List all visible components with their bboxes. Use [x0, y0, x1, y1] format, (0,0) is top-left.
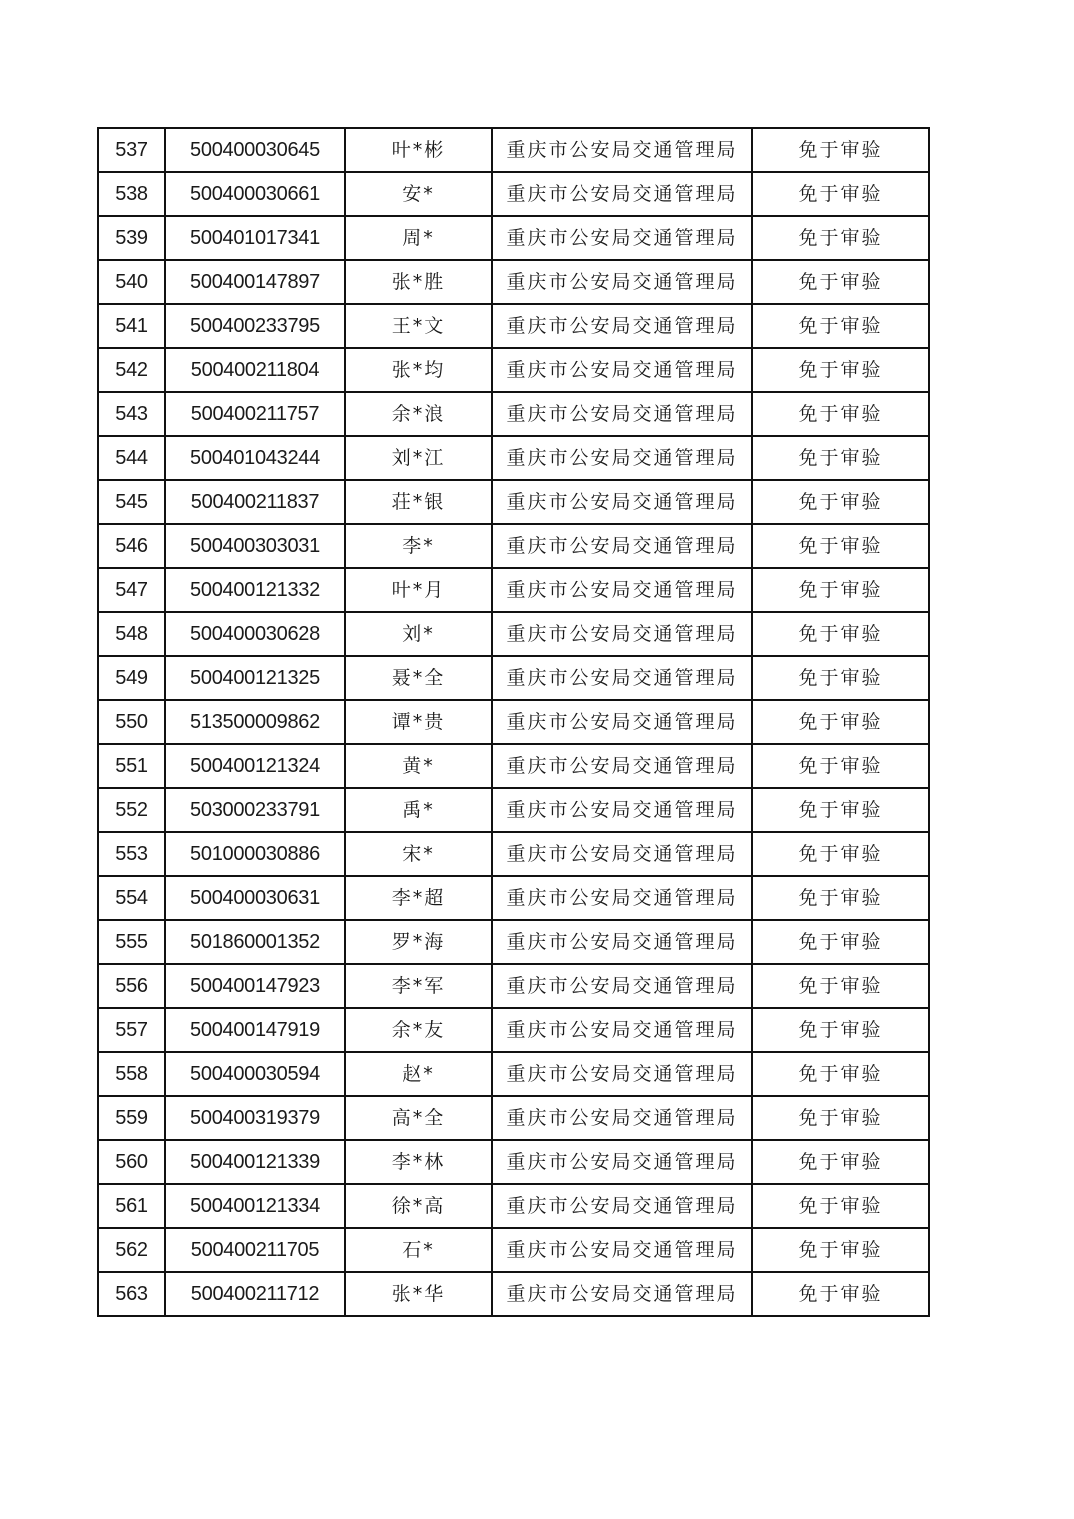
id-cell: 500400147923 [165, 964, 345, 1008]
id-cell: 500400121334 [165, 1184, 345, 1228]
authority-cell: 重庆市公安局交通管理局 [492, 744, 752, 788]
table-body [98, 128, 929, 1316]
seq-cell: 547 [98, 568, 165, 612]
result-cell: 免于审验 [752, 1228, 929, 1272]
result-cell: 免于审验 [752, 392, 929, 436]
result-cell: 免于审验 [752, 788, 929, 832]
id-cell: 500400147919 [165, 1008, 345, 1052]
authority-cell: 重庆市公安局交通管理局 [492, 480, 752, 524]
authority-cell: 重庆市公安局交通管理局 [492, 1184, 752, 1228]
result-cell: 免于审验 [752, 700, 929, 744]
table-row [98, 172, 929, 216]
authority-cell: 重庆市公安局交通管理局 [492, 568, 752, 612]
result-cell: 免于审验 [752, 1052, 929, 1096]
authority-cell: 重庆市公安局交通管理局 [492, 128, 752, 172]
authority-cell: 重庆市公安局交通管理局 [492, 1008, 752, 1052]
table-row [98, 436, 929, 480]
authority-cell: 重庆市公安局交通管理局 [492, 1140, 752, 1184]
table-row [98, 744, 929, 788]
name-cell: 刘*江 [345, 436, 492, 480]
seq-cell: 544 [98, 436, 165, 480]
table-row [98, 568, 929, 612]
table-row [98, 524, 929, 568]
result-cell: 免于审验 [752, 568, 929, 612]
authority-cell: 重庆市公安局交通管理局 [492, 964, 752, 1008]
authority-cell: 重庆市公安局交通管理局 [492, 392, 752, 436]
seq-cell: 552 [98, 788, 165, 832]
seq-cell: 555 [98, 920, 165, 964]
result-cell: 免于审验 [752, 172, 929, 216]
result-cell: 免于审验 [752, 436, 929, 480]
authority-cell: 重庆市公安局交通管理局 [492, 216, 752, 260]
name-cell: 余*浪 [345, 392, 492, 436]
seq-cell: 546 [98, 524, 165, 568]
id-cell: 500400030645 [165, 128, 345, 172]
seq-cell: 538 [98, 172, 165, 216]
name-cell: 李*超 [345, 876, 492, 920]
result-cell: 免于审验 [752, 260, 929, 304]
seq-cell: 556 [98, 964, 165, 1008]
seq-cell: 559 [98, 1096, 165, 1140]
authority-cell: 重庆市公安局交通管理局 [492, 1272, 752, 1316]
name-cell: 荘*银 [345, 480, 492, 524]
seq-cell: 551 [98, 744, 165, 788]
id-cell: 503000233791 [165, 788, 345, 832]
authority-cell: 重庆市公安局交通管理局 [492, 304, 752, 348]
table-row [98, 1052, 929, 1096]
name-cell: 高*全 [345, 1096, 492, 1140]
id-cell: 500400233795 [165, 304, 345, 348]
name-cell: 黄* [345, 744, 492, 788]
table-row [98, 1008, 929, 1052]
seq-cell: 554 [98, 876, 165, 920]
result-cell: 免于审验 [752, 1272, 929, 1316]
table-row [98, 832, 929, 876]
result-cell: 免于审验 [752, 744, 929, 788]
name-cell: 余*友 [345, 1008, 492, 1052]
id-cell: 500400121325 [165, 656, 345, 700]
authority-cell: 重庆市公安局交通管理局 [492, 656, 752, 700]
authority-cell: 重庆市公安局交通管理局 [492, 700, 752, 744]
result-cell: 免于审验 [752, 1008, 929, 1052]
name-cell: 宋* [345, 832, 492, 876]
seq-cell: 563 [98, 1272, 165, 1316]
id-cell: 500401017341 [165, 216, 345, 260]
authority-cell: 重庆市公安局交通管理局 [492, 832, 752, 876]
result-cell: 免于审验 [752, 1184, 929, 1228]
id-cell: 500400211757 [165, 392, 345, 436]
result-cell: 免于审验 [752, 876, 929, 920]
id-cell: 500400030628 [165, 612, 345, 656]
authority-cell: 重庆市公安局交通管理局 [492, 348, 752, 392]
name-cell: 刘* [345, 612, 492, 656]
authority-cell: 重庆市公安局交通管理局 [492, 1096, 752, 1140]
result-cell: 免于审验 [752, 348, 929, 392]
authority-cell: 重庆市公安局交通管理局 [492, 172, 752, 216]
authority-cell: 重庆市公安局交通管理局 [492, 920, 752, 964]
table-row [98, 612, 929, 656]
table-row [98, 1228, 929, 1272]
table-row [98, 656, 929, 700]
seq-cell: 539 [98, 216, 165, 260]
seq-cell: 550 [98, 700, 165, 744]
authority-cell: 重庆市公安局交通管理局 [492, 524, 752, 568]
seq-cell: 542 [98, 348, 165, 392]
result-cell: 免于审验 [752, 920, 929, 964]
name-cell: 周* [345, 216, 492, 260]
result-cell: 免于审验 [752, 524, 929, 568]
seq-cell: 561 [98, 1184, 165, 1228]
name-cell: 张*华 [345, 1272, 492, 1316]
result-cell: 免于审验 [752, 128, 929, 172]
table-row [98, 1096, 929, 1140]
id-cell: 500400121324 [165, 744, 345, 788]
id-cell: 501860001352 [165, 920, 345, 964]
seq-cell: 562 [98, 1228, 165, 1272]
id-cell: 500400030594 [165, 1052, 345, 1096]
name-cell: 石* [345, 1228, 492, 1272]
seq-cell: 558 [98, 1052, 165, 1096]
license-table [97, 127, 930, 1317]
result-cell: 免于审验 [752, 656, 929, 700]
table-row [98, 1140, 929, 1184]
name-cell: 叶*彬 [345, 128, 492, 172]
id-cell: 500400319379 [165, 1096, 345, 1140]
table-row [98, 1272, 929, 1316]
result-cell: 免于审验 [752, 964, 929, 1008]
table-row [98, 964, 929, 1008]
id-cell: 500400121339 [165, 1140, 345, 1184]
table-row [98, 128, 929, 172]
result-cell: 免于审验 [752, 216, 929, 260]
authority-cell: 重庆市公安局交通管理局 [492, 876, 752, 920]
seq-cell: 560 [98, 1140, 165, 1184]
seq-cell: 543 [98, 392, 165, 436]
name-cell: 禹* [345, 788, 492, 832]
seq-cell: 557 [98, 1008, 165, 1052]
seq-cell: 537 [98, 128, 165, 172]
table-row [98, 348, 929, 392]
result-cell: 免于审验 [752, 612, 929, 656]
table-row [98, 700, 929, 744]
id-cell: 500401043244 [165, 436, 345, 480]
seq-cell: 545 [98, 480, 165, 524]
table-row [98, 876, 929, 920]
id-cell: 513500009862 [165, 700, 345, 744]
authority-cell: 重庆市公安局交通管理局 [492, 788, 752, 832]
id-cell: 500400030661 [165, 172, 345, 216]
name-cell: 王*文 [345, 304, 492, 348]
seq-cell: 549 [98, 656, 165, 700]
result-cell: 免于审验 [752, 1096, 929, 1140]
name-cell: 徐*高 [345, 1184, 492, 1228]
table-row [98, 1184, 929, 1228]
seq-cell: 553 [98, 832, 165, 876]
id-cell: 500400030631 [165, 876, 345, 920]
table-row [98, 260, 929, 304]
name-cell: 罗*海 [345, 920, 492, 964]
id-cell: 500400147897 [165, 260, 345, 304]
name-cell: 聂*全 [345, 656, 492, 700]
authority-cell: 重庆市公安局交通管理局 [492, 612, 752, 656]
name-cell: 安* [345, 172, 492, 216]
result-cell: 免于审验 [752, 1140, 929, 1184]
name-cell: 张*胜 [345, 260, 492, 304]
name-cell: 李*林 [345, 1140, 492, 1184]
name-cell: 赵* [345, 1052, 492, 1096]
id-cell: 500400211712 [165, 1272, 345, 1316]
id-cell: 500400211705 [165, 1228, 345, 1272]
table-row [98, 788, 929, 832]
table-row [98, 392, 929, 436]
id-cell: 500400303031 [165, 524, 345, 568]
authority-cell: 重庆市公安局交通管理局 [492, 260, 752, 304]
name-cell: 李* [345, 524, 492, 568]
result-cell: 免于审验 [752, 832, 929, 876]
name-cell: 叶*月 [345, 568, 492, 612]
name-cell: 谭*贵 [345, 700, 492, 744]
result-cell: 免于审验 [752, 304, 929, 348]
authority-cell: 重庆市公安局交通管理局 [492, 436, 752, 480]
id-cell: 501000030886 [165, 832, 345, 876]
seq-cell: 548 [98, 612, 165, 656]
name-cell: 李*军 [345, 964, 492, 1008]
table-row [98, 480, 929, 524]
table-row [98, 304, 929, 348]
authority-cell: 重庆市公安局交通管理局 [492, 1052, 752, 1096]
table-row [98, 920, 929, 964]
seq-cell: 540 [98, 260, 165, 304]
id-cell: 500400211804 [165, 348, 345, 392]
seq-cell: 541 [98, 304, 165, 348]
authority-cell: 重庆市公安局交通管理局 [492, 1228, 752, 1272]
table-row [98, 216, 929, 260]
id-cell: 500400121332 [165, 568, 345, 612]
name-cell: 张*均 [345, 348, 492, 392]
id-cell: 500400211837 [165, 480, 345, 524]
result-cell: 免于审验 [752, 480, 929, 524]
